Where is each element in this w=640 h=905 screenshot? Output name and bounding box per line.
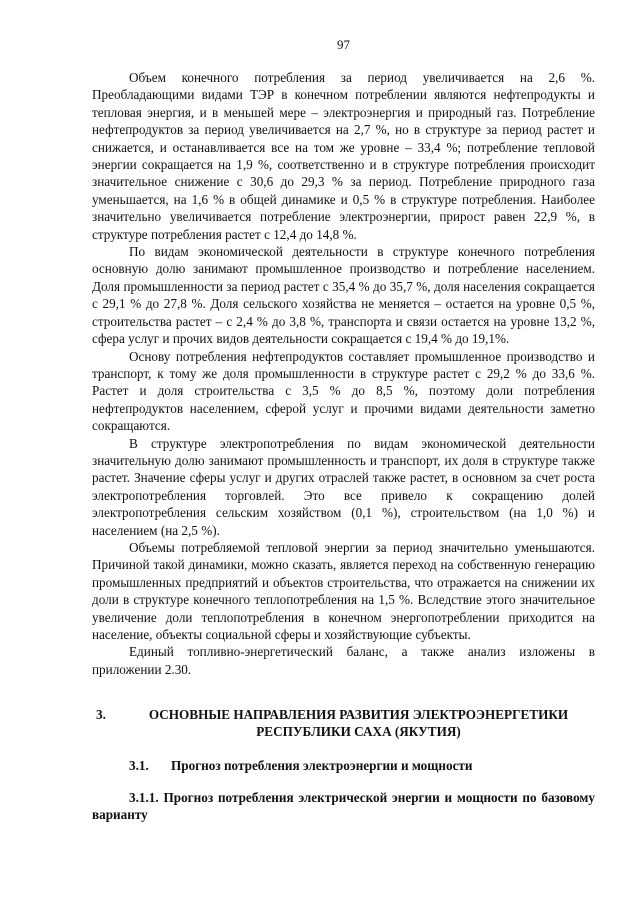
section-number: 3. [96, 707, 106, 722]
subsection-title: Прогноз потребления электроэнергии и мощности [171, 758, 473, 773]
body-text [92, 69, 595, 678]
paragraph-oil-products: Основу потребления нефтепродуктов составляет промышленное производство и транспорт, к тому же доля промышленности в структуре растет с 29,2 % до 33,6 %. Растет и доля строительства с 3,5 % до 8,5 %, поэтому доли потребления нефтепродуктов населением, сферой услуг и прочими видами деятельности заметно сокращаются. [92, 348, 595, 434]
subsection-number: 3.1. [129, 758, 149, 773]
subsection-heading [129, 757, 473, 774]
paragraph-electricity-structure: В структуре электропотребления по видам экономической деятельности значительную долю занимают промышленность и транспорт, их доля в структуре также растет. Значение сферы услуг и других отраслей также растет, в основном за счет роста электропотребления торговлей. Это все привело к сокращению долей электропотребления сельским хозяйством (0,1 %), строительством (на 1,0 %) и населением (на 2,5 %). [92, 435, 595, 538]
section-title: ОСНОВНЫЕ НАПРАВЛЕНИЯ РАЗВИТИЯ ЭЛЕКТРОЭНЕРГЕТИКИ РЕСПУБЛИКИ САХА (ЯКУТИЯ) [148, 707, 569, 740]
section-heading [92, 706, 595, 741]
paragraph-appendix-reference: Единый топливно-энергетический баланс, а также анализ изложены в приложении 2.30. [92, 644, 595, 677]
subsubsection-heading: 3.1.1. Прогноз потребления электрической энергии и мощности по базовому варианту [92, 790, 595, 823]
paragraph-heat-energy: Объемы потребляемой тепловой энергии за период значительно уменьшаются. Причиной такой динамики, можно сказать, является переход на собственную генерацию промышленных предприятий и объектов строительства, что отражается на снижении их доли в структуре конечного теплопотребления на 1,5 %. Вследствие этого значительное увеличение доли теплопотребления в конечном энергопотреблении приходится на население, объекты социальной сферы и хозяйствующие субъекты. [92, 539, 595, 642]
page-number: 97 [337, 37, 350, 52]
paragraph-economic-activity: По видам экономической деятельности в структуре конечного потребления основную долю занимают промышленное производство и потребление населением. Доля промышленности за период растет с 35,4 % до 35,7 %, доля населения сокращается с 29,1 % до 27,8 %. Доля сельского хозяйства не меняется – остается на уровне 0,5 %, строительства растет – с 2,4 % до 3,8 %, транспорта и связи остается на уровне 13,2 %, сфера услуг и прочих видов деятельности сокращается с 19,4 % до 19,1%. [92, 244, 595, 347]
paragraph-consumption-volume: Объем конечного потребления за период увеличивается на 2,6 %. Преобладающими видами ТЭР в конечном потреблении являются нефтепродукты и тепловая энергия, и в меньшей мере – электроэнергия и природный газ. Потребление нефтепродуктов за период увеличивается на 2,7 %, но в структуре за период растет и снижается, и останавливается все на том же уровне – 33,4 %; потребление тепловой энергии сокращается на 1,9 %, соответственно и в структуре потребления происходит значительное снижение с 30,6 до 29,3 % за период. Потребление природного газа уменьшается, на 1,6 % в общей динамике и 0,5 % в структуре потребления. Наиболее значительно увеличивается потребление электроэнергии, прирост равен 22,9 %, в структуре потребления растет с 12,4 до 14,8 %. [92, 70, 595, 242]
